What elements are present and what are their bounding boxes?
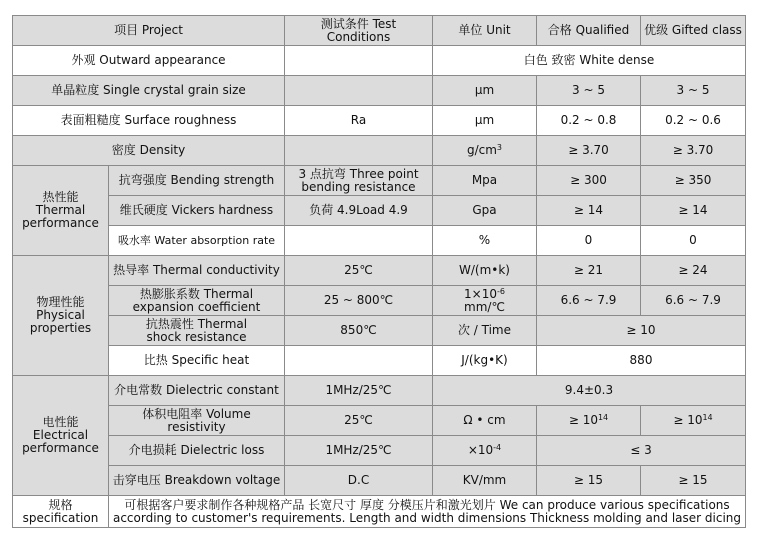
table-row <box>13 286 746 316</box>
shock-unit: 次 / Time <box>433 316 537 346</box>
vickers-gifted: ≥ 14 <box>641 196 746 226</box>
physical-group-label: 物理性能 Physical properties <box>13 256 109 376</box>
volume-resistivity-label: 体积电阻率 Volume resistivity <box>109 406 285 436</box>
specification-table <box>12 15 746 528</box>
table-row <box>13 226 746 256</box>
header-row <box>13 16 746 46</box>
table-row <box>13 136 746 166</box>
header-unit: 单位 Unit <box>433 16 537 46</box>
conductivity-label: 热导率 Thermal conductivity <box>109 256 285 286</box>
electrical-group-label: 电性能 Electrical performance <box>13 376 109 496</box>
bending-gifted: ≥ 350 <box>641 166 746 196</box>
grain-qualified: 3 ~ 5 <box>537 76 641 106</box>
table-row <box>13 196 746 226</box>
header-qualified: 合格 Qualified <box>537 16 641 46</box>
header-conditions: 测试条件 Test Conditions <box>285 16 433 46</box>
table-row <box>13 256 746 286</box>
water-label: 吸水率 Water absorption rate <box>109 226 285 256</box>
bending-unit: Mpa <box>433 166 537 196</box>
water-condition <box>285 226 433 256</box>
dielectric-loss-value: ≤ 3 <box>537 436 746 466</box>
thermal-group-label: 热性能 Thermal performance <box>13 166 109 256</box>
specific-heat-unit: J/(kg•K) <box>433 346 537 376</box>
vickers-label: 维氏硬度 Vickers hardness <box>109 196 285 226</box>
bending-condition: 3 点抗弯 Three point bending resistance <box>285 166 433 196</box>
conductivity-unit: W/(m•k) <box>433 256 537 286</box>
density-qualified: ≥ 3.70 <box>537 136 641 166</box>
grain-label: 单晶粒度 Single crystal grain size <box>13 76 285 106</box>
dielectric-loss-label: 介电损耗 Dielectric loss <box>109 436 285 466</box>
grain-gifted: 3 ~ 5 <box>641 76 746 106</box>
dielectric-constant-condition: 1MHz/25℃ <box>285 376 433 406</box>
volume-resistivity-unit: Ω • cm <box>433 406 537 436</box>
header-gifted: 优级 Gifted class <box>641 16 746 46</box>
roughness-qualified: 0.2 ~ 0.8 <box>537 106 641 136</box>
breakdown-label: 击穿电压 Breakdown voltage <box>109 466 285 496</box>
appearance-value: 白色 致密 White dense <box>433 46 746 76</box>
volume-resistivity-gifted: ≥ $10^{14}$ <box>641 406 746 436</box>
volume-resistivity-condition: 25℃ <box>285 406 433 436</box>
conductivity-condition: 25℃ <box>285 256 433 286</box>
dielectric-constant-value: 9.4±0.3 <box>433 376 746 406</box>
breakdown-condition: D.C <box>285 466 433 496</box>
water-qualified: 0 <box>537 226 641 256</box>
bending-qualified: ≥ 300 <box>537 166 641 196</box>
conductivity-qualified: ≥ 21 <box>537 256 641 286</box>
table-row <box>13 76 746 106</box>
breakdown-gifted: ≥ 15 <box>641 466 746 496</box>
appearance-label: 外观 Outward appearance <box>13 46 285 76</box>
density-condition <box>285 136 433 166</box>
table-row <box>13 436 746 466</box>
water-gifted: 0 <box>641 226 746 256</box>
specific-heat-value: 880 <box>537 346 746 376</box>
table-row <box>13 46 746 76</box>
expansion-condition: 25 ~ 800℃ <box>285 286 433 316</box>
expansion-label: 热膨胀系数 Thermal expansion coefficient <box>109 286 285 316</box>
table-row <box>13 316 746 346</box>
roughness-unit: μm <box>433 106 537 136</box>
density-unit: $g/cm^3$ <box>433 136 537 166</box>
roughness-label: 表面粗糙度 Surface roughness <box>13 106 285 136</box>
appearance-condition <box>285 46 433 76</box>
table-row <box>13 346 746 376</box>
grain-unit: μm <box>433 76 537 106</box>
dielectric-loss-unit: $\times 10^{-4}$ <box>433 436 537 466</box>
table-row <box>13 376 746 406</box>
roughness-gifted: 0.2 ~ 0.6 <box>641 106 746 136</box>
grain-condition <box>285 76 433 106</box>
shock-label: 抗热震性 Thermal shock resistance <box>109 316 285 346</box>
shock-condition: 850℃ <box>285 316 433 346</box>
breakdown-unit: KV/mm <box>433 466 537 496</box>
expansion-qualified: 6.6 ~ 7.9 <box>537 286 641 316</box>
vickers-unit: Gpa <box>433 196 537 226</box>
dielectric-constant-label: 介电常数 Dielectric constant <box>109 376 285 406</box>
specification-text: 可根据客户要求制作各种规格产品 长宽尺寸 厚度 分模压片和激光划片 We can produce various specifications according to customer's requirements. Length and width dimensions Thickness molding and laser dicing <box>109 496 746 528</box>
table-row <box>13 166 746 196</box>
table-row <box>13 106 746 136</box>
volume-resistivity-qualified: ≥ $10^{14}$ <box>537 406 641 436</box>
vickers-qualified: ≥ 14 <box>537 196 641 226</box>
table-row <box>13 466 746 496</box>
roughness-condition: Ra <box>285 106 433 136</box>
breakdown-qualified: ≥ 15 <box>537 466 641 496</box>
expansion-unit: $1\times 10^{-6}$ mm/℃ <box>433 286 537 316</box>
table-row <box>13 406 746 436</box>
water-unit: % <box>433 226 537 256</box>
specific-heat-condition <box>285 346 433 376</box>
density-gifted: ≥ 3.70 <box>641 136 746 166</box>
table-row <box>13 496 746 528</box>
header-project: 项目 Project <box>13 16 285 46</box>
specific-heat-label: 比热 Specific heat <box>109 346 285 376</box>
specification-label: 规格 specification <box>13 496 109 528</box>
conductivity-gifted: ≥ 24 <box>641 256 746 286</box>
bending-label: 抗弯强度 Bending strength <box>109 166 285 196</box>
density-label: 密度 Density <box>13 136 285 166</box>
dielectric-loss-condition: 1MHz/25℃ <box>285 436 433 466</box>
expansion-gifted: 6.6 ~ 7.9 <box>641 286 746 316</box>
shock-value: ≥ 10 <box>537 316 746 346</box>
vickers-condition: 负荷 4.9Load 4.9 <box>285 196 433 226</box>
